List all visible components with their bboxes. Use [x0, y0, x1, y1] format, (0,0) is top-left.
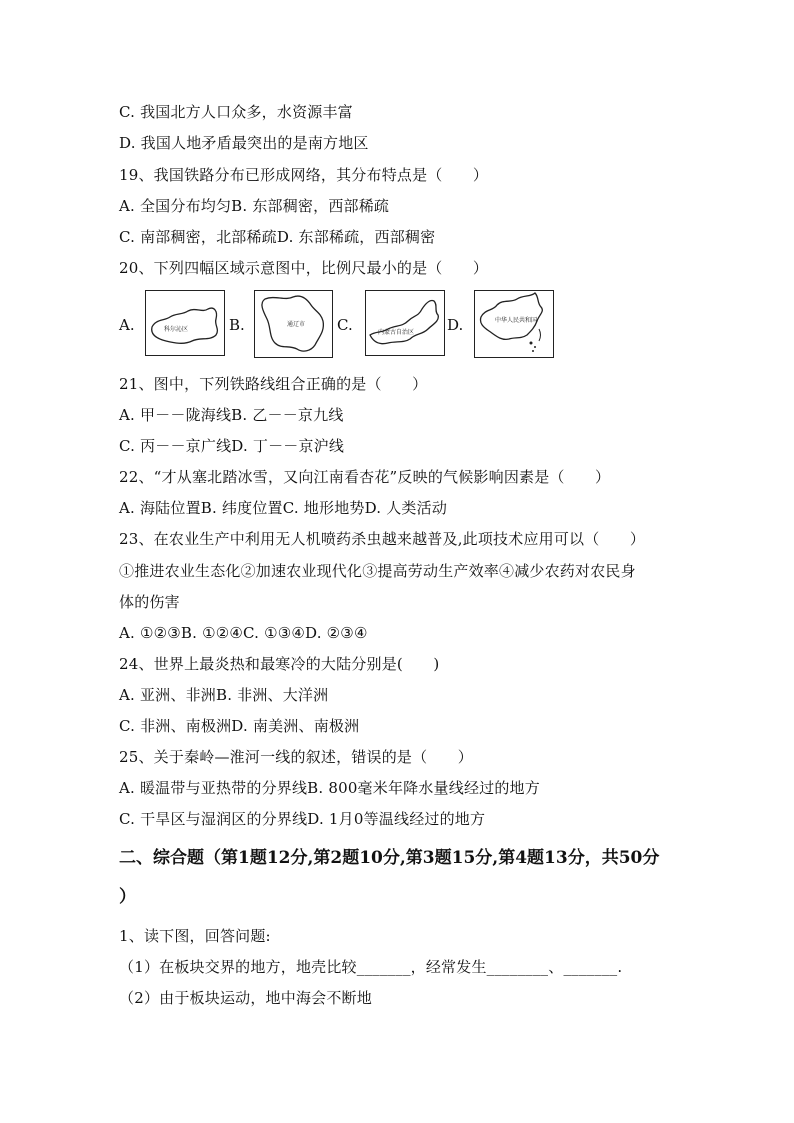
map-option-a-letter: A. [119, 316, 135, 334]
map-option-b-letter: B. [229, 316, 245, 334]
map-option-d-letter: D. [447, 316, 464, 334]
section-title-cont: ） [119, 887, 136, 907]
question-22-options: A. 海陆位置B. 纬度位置C. 地形地势D. 人类活动 [119, 499, 448, 517]
question-24-options-ab: A. 亚洲、非洲B. 非洲、大洋洲 [119, 686, 329, 704]
question-20: 20、下列四幅区域示意图中，比例尺最小的是（ ） [119, 259, 489, 277]
question-21-options-cd: C. 丙－－京广线D. 丁－－京沪线 [119, 437, 345, 455]
map-option-d [474, 290, 554, 358]
comprehensive-question-1-part-2: （2）由于板块运动，地中海会不断地 [119, 989, 372, 1007]
comprehensive-question-1-part-1: （1）在板块交界的地方，地壳比较_______，经常发生________、_______. [119, 958, 623, 976]
map-option-a [145, 290, 225, 356]
horqin-district-map [146, 291, 224, 355]
question-25-options-cd: C. 干旱区与湿润区的分界线D. 1月0等温线经过的地方 [119, 810, 486, 828]
map-option-b [254, 290, 333, 358]
map-option-c [365, 290, 445, 356]
question-21-options-ab: A. 甲－－陇海线B. 乙－－京九线 [119, 406, 344, 424]
option-d-line: D. 我国人地矛盾最突出的是南方地区 [119, 134, 369, 152]
question-19-options-ab: A. 全国分布均匀B. 东部稠密，西部稀疏 [119, 197, 390, 215]
question-23-items: ①推进农业生态化②加速农业现代化③提高劳动生产效率④减少农药对农民身 [119, 562, 636, 580]
question-25: 25、关于秦岭—淮河一线的叙述，错误的是（ ） [119, 748, 473, 766]
map-label-a: 科尔沁区 [164, 326, 189, 333]
question-23-options: A. ①②③B. ①②④C. ①③④D. ②③④ [119, 624, 368, 642]
question-19: 19、我国铁路分布已形成网络，其分布特点是（ ） [119, 166, 489, 184]
map-label-d: 中华人民共和国 [495, 317, 538, 324]
question-23-items-cont: 体的伤害 [119, 593, 180, 611]
question-24-options-cd: C. 非洲、南极洲D. 南美洲、南极洲 [119, 717, 360, 735]
map-label-c: 内蒙古自治区 [378, 329, 415, 336]
question-23: 23、在农业生产中利用无人机喷药杀虫越来越普及,此项技术应用可以（ ） [119, 530, 646, 548]
comprehensive-question-1: 1、读下图，回答问题: [119, 927, 271, 945]
question-21: 21、图中，下列铁路线组合正确的是（ ） [119, 375, 428, 393]
question-25-options-ab: A. 暖温带与亚热带的分界线B. 800毫米年降水量线经过的地方 [119, 779, 540, 797]
question-22: 22、“才从塞北踏冰雪，又向江南看杏花”反映的气候影响因素是（ ） [119, 468, 611, 486]
question-24: 24、世界上最炎热和最寒冷的大陆分别是( ) [119, 655, 440, 673]
map-label-b: 通辽市 [287, 321, 306, 328]
map-option-c-letter: C. [337, 316, 353, 334]
option-c-line: C. 我国北方人口众多，水资源丰富 [119, 103, 353, 121]
inner-mongolia-map [366, 291, 444, 355]
section-title: 二、综合题（第1题12分,第2题10分,第3题15分,第4题13分，共50分 [119, 848, 660, 868]
question-20-map-options [119, 290, 569, 362]
question-19-options-cd: C. 南部稠密，北部稀疏D. 东部稀疏，西部稠密 [119, 228, 436, 246]
